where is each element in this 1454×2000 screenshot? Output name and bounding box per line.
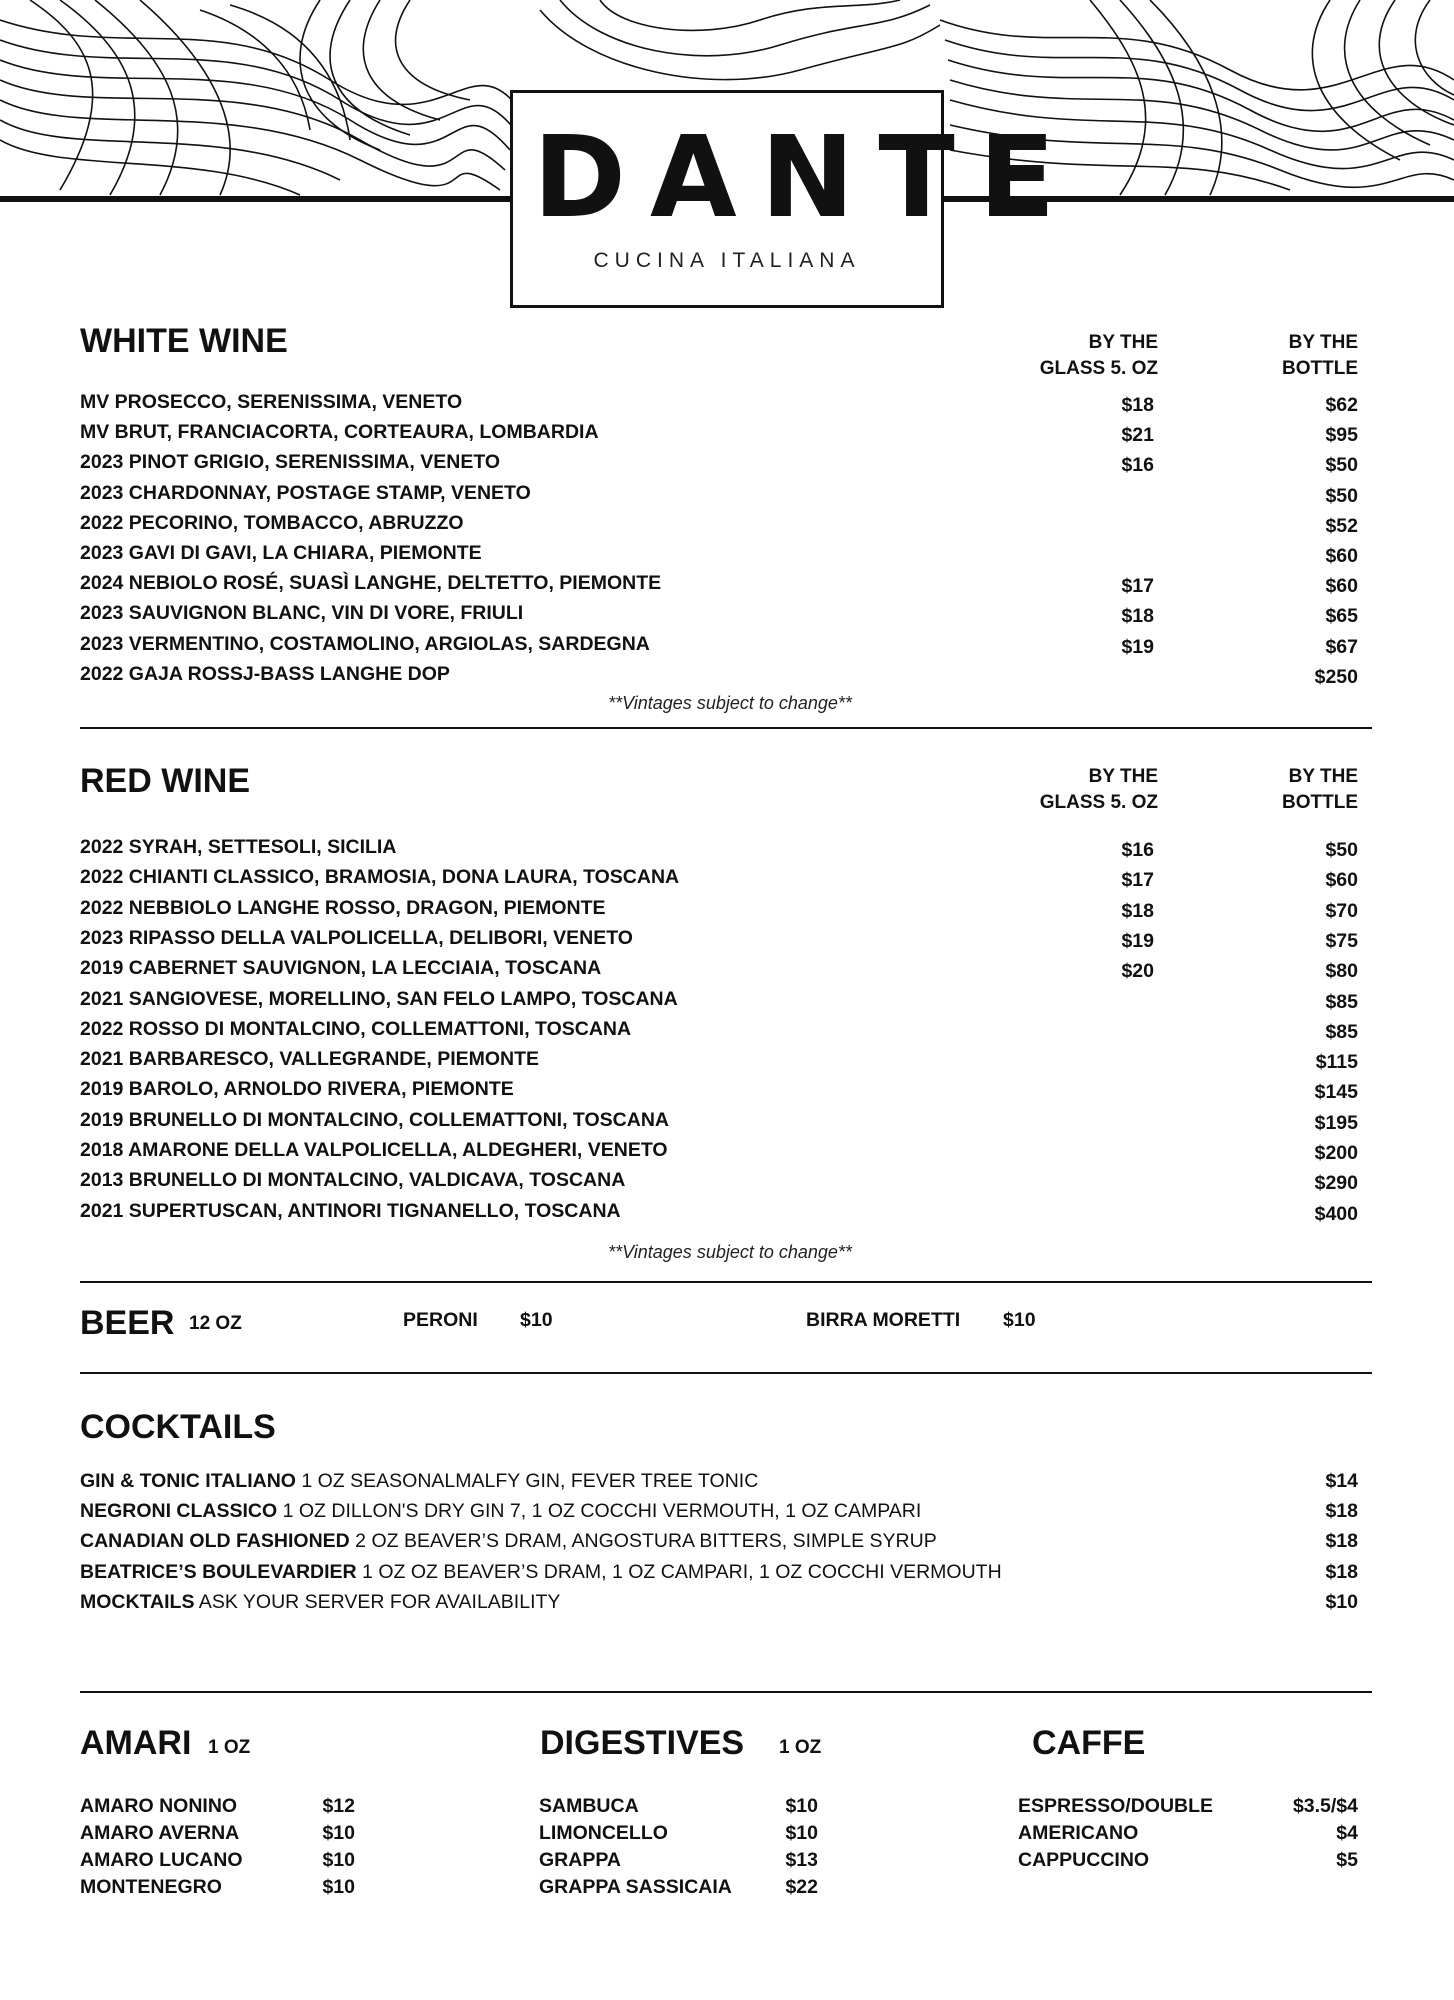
glass-price: $18 (1121, 899, 1154, 922)
cocktail-price: $18 (1325, 1530, 1358, 1553)
glass-price: $17 (1121, 869, 1154, 892)
red-glass-header (1000, 764, 1158, 816)
amari-title: AMARI (80, 1724, 192, 1762)
bottle-price: $75 (1325, 929, 1358, 952)
glass-price: $19 (1121, 635, 1154, 658)
digestives-item-name: GRAPPA (539, 1849, 621, 1871)
bottle-price: $85 (1325, 1020, 1358, 1043)
red-bottle-header-line2: BOTTLE (1282, 792, 1358, 813)
white-bottle-header-line2: BOTTLE (1282, 358, 1358, 379)
red-bottle-header-line1: BY THE (1288, 766, 1358, 787)
bottle-price: $62 (1325, 394, 1358, 416)
bottle-price: $145 (1314, 1081, 1358, 1104)
digestives-item-name: SAMBUCA (539, 1795, 639, 1817)
caffe-item-price: $4 (1336, 1822, 1358, 1844)
glass-price: $16 (1121, 454, 1154, 477)
bottle-price: $80 (1325, 960, 1358, 983)
wine-item-name: 2019 BRUNELLO DI MONTALCINO, COLLEMATTONI, TOSCANA (80, 1108, 669, 1131)
digestives-item-price: $13 (785, 1849, 818, 1871)
divider (80, 1372, 1372, 1374)
red-bottle-header (1200, 764, 1358, 816)
amari-size: 1 OZ (208, 1737, 251, 1758)
wine-item-name: 2019 BAROLO, ARNOLDO RIVERA, PIEMONTE (80, 1078, 514, 1101)
caffe-item-name: CAPPUCCINO (1018, 1849, 1150, 1871)
amari-item-name: AMARO NONINO (80, 1795, 238, 1817)
brand-name: DANTE (533, 113, 1080, 243)
cocktail-price: $18 (1325, 1500, 1358, 1523)
glass-price: $16 (1121, 839, 1154, 861)
amari-item-price: $10 (322, 1849, 355, 1871)
brand-logo (510, 90, 1080, 308)
bottle-price: $85 (1325, 990, 1358, 1013)
wine-item-name: 2023 PINOT GRIGIO, SERENISSIMA, VENETO (80, 451, 501, 474)
digestives-item-price: $22 (785, 1876, 818, 1898)
amari-item-price: $10 (322, 1822, 355, 1844)
bottle-price: $290 (1314, 1172, 1358, 1195)
white-glass-header (1000, 330, 1158, 382)
wine-item-name: 2022 ROSSO DI MONTALCINO, COLLEMATTONI, TOSCANA (80, 1017, 632, 1040)
brand-tagline: CUCINA ITALIANA (593, 249, 861, 272)
glass-price: $19 (1121, 929, 1154, 952)
red-glass-header-line1: BY THE (1088, 766, 1158, 787)
bottle-price: $50 (1325, 484, 1358, 507)
wine-item-name: MV PROSECCO, SERENISSIMA, VENETO (80, 391, 463, 413)
wine-item-name: 2023 CHARDONNAY, POSTAGE STAMP, VENETO (80, 481, 531, 504)
divider (80, 1691, 1372, 1693)
digestives-item-price: $10 (785, 1822, 818, 1844)
wine-item-name: 2023 GAVI DI GAVI, LA CHIARA, PIEMONTE (80, 542, 482, 564)
wine-item-name: 2023 RIPASSO DELLA VALPOLICELLA, DELIBORI, VENETO (80, 926, 633, 949)
cocktail-price: $10 (1325, 1590, 1358, 1613)
white-wine-title: WHITE WINE (80, 322, 288, 360)
wine-item-name: 2021 SUPERTUSCAN, ANTINORI TIGNANELLO, TOSCANA (80, 1199, 621, 1222)
white-wine-note: **Vintages subject to change** (608, 693, 852, 713)
wine-item-name: 2023 VERMENTINO, COSTAMOLINO, ARGIOLAS, SARDEGNA (80, 632, 650, 655)
caffe-item-name: AMERICANO (1018, 1822, 1139, 1844)
cocktail-price: $18 (1325, 1560, 1358, 1583)
cocktail-name: CANADIAN OLD FASHIONED (80, 1530, 350, 1553)
cocktail-description: 1 OZ SEASONALMALFY GIN, FEVER TREE TONIC (295, 1470, 759, 1492)
bottle-price: $195 (1314, 1111, 1358, 1134)
bottle-price: $400 (1314, 1202, 1358, 1225)
cocktail-description: 1 OZ OZ BEAVER’S DRAM, 1 OZ CAMPARI, 1 OZ COCCHI VERMOUTH (356, 1560, 1002, 1583)
digestives-item-price: $10 (785, 1795, 818, 1817)
wine-item-name: 2018 AMARONE DELLA VALPOLICELLA, ALDEGHERI, VENETO (80, 1139, 668, 1161)
glass-price: $18 (1121, 394, 1154, 416)
cocktail-description: 2 OZ BEAVER’S DRAM, ANGOSTURA BITTERS, SIMPLE SYRUP (349, 1530, 937, 1553)
beer-item-name: BIRRA MORETTI (806, 1309, 961, 1331)
beer-item-price: $10 (520, 1309, 553, 1331)
wine-item-name: 2013 BRUNELLO DI MONTALCINO, VALDICAVA, TOSCANA (80, 1169, 626, 1192)
beer-size: 12 OZ (189, 1313, 242, 1334)
beer-item-name: PERONI (403, 1309, 478, 1331)
bottle-price: $60 (1325, 575, 1358, 598)
wine-item-name: 2022 SYRAH, SETTESOLI, SICILIA (80, 836, 397, 858)
white-glass-header-line1: BY THE (1088, 332, 1158, 353)
cocktail-item (80, 1591, 560, 1614)
caffe-item-price: $3.5/$4 (1292, 1795, 1358, 1817)
cocktail-name: MOCKTAILS (80, 1590, 195, 1613)
bottle-price: $70 (1325, 899, 1358, 922)
cocktail-name: NEGRONI CLASSICO (80, 1500, 278, 1523)
cocktail-item (80, 1470, 758, 1493)
bottle-price: $200 (1314, 1142, 1358, 1164)
amari-item-name: MONTENEGRO (80, 1876, 222, 1898)
caffe-title: CAFFE (1032, 1724, 1146, 1762)
glass-price: $17 (1121, 575, 1154, 598)
cocktail-item (80, 1561, 1002, 1584)
amari-item-price: $12 (322, 1795, 355, 1817)
glass-price: $20 (1121, 960, 1154, 983)
wine-item-name: 2021 BARBARESCO, VALLEGRANDE, PIEMONTE (80, 1048, 540, 1071)
cocktail-name: BEATRICE’S BOULEVARDIER (80, 1560, 357, 1583)
wine-item-name: 2023 SAUVIGNON BLANC, VIN DI VORE, FRIULI (80, 602, 524, 625)
glass-price: $21 (1121, 424, 1154, 447)
digestives-item-name: LIMONCELLO (539, 1822, 668, 1844)
cocktail-description: 1 OZ DILLON'S DRY GIN 7, 1 OZ COCCHI VERMOUTH, 1 OZ CAMPARI (277, 1500, 922, 1523)
bottle-price: $50 (1325, 839, 1358, 861)
wine-item-name: 2022 GAJA ROSSJ-BASS LANGHE DOP (80, 662, 450, 685)
wine-item-name: 2019 CABERNET SAUVIGNON, LA LECCIAIA, TOSCANA (80, 957, 602, 980)
cocktail-name: GIN & TONIC ITALIANO (80, 1470, 296, 1492)
bottle-price: $50 (1325, 454, 1358, 477)
beer-item-price: $10 (1003, 1309, 1036, 1331)
bottle-price: $95 (1325, 424, 1358, 447)
cocktails-title: COCKTAILS (80, 1408, 276, 1446)
amari-item-price: $10 (322, 1876, 355, 1898)
amari-item-name: AMARO AVERNA (80, 1822, 240, 1844)
bottle-price: $52 (1325, 514, 1358, 537)
white-bottle-header (1200, 330, 1358, 382)
red-wine-note: **Vintages subject to change** (608, 1242, 852, 1262)
caffe-item-price: $5 (1336, 1849, 1358, 1871)
white-bottle-header-line1: BY THE (1288, 332, 1358, 353)
digestives-item-name: GRAPPA SASSICAIA (539, 1876, 732, 1898)
cocktail-price: $14 (1325, 1470, 1358, 1492)
bottle-price: $60 (1325, 869, 1358, 892)
wine-item-name: MV BRUT, FRANCIACORTA, CORTEAURA, LOMBARDIA (80, 421, 599, 444)
wine-item-name: 2022 PECORINO, TOMBACCO, ABRUZZO (80, 511, 464, 534)
wine-item-name: 2021 SANGIOVESE, MORELLINO, SAN FELO LAMPO, TOSCANA (80, 987, 678, 1010)
white-glass-header-line2: GLASS 5. OZ (1039, 358, 1158, 379)
wine-item-name: 2022 NEBBIOLO LANGHE ROSSO, DRAGON, PIEMONTE (80, 896, 606, 919)
beer-title: BEER (80, 1304, 175, 1342)
bottle-price: $115 (1315, 1051, 1358, 1074)
bottle-price: $250 (1314, 665, 1358, 688)
amari-item-name: AMARO LUCANO (80, 1849, 243, 1871)
caffe-item-name: ESPRESSO/DOUBLE (1018, 1795, 1214, 1817)
cocktail-item (80, 1530, 937, 1553)
bottle-price: $60 (1325, 545, 1358, 567)
bottle-price: $67 (1325, 635, 1358, 658)
cocktail-description: ASK YOUR SERVER FOR AVAILABILITY (194, 1590, 561, 1613)
cocktail-item (80, 1500, 921, 1523)
wine-item-name: 2024 NEBIOLO ROSÉ, SUASÌ LANGHE, DELTETTO, PIEMONTE (80, 572, 662, 595)
digestives-size: 1 OZ (779, 1737, 822, 1758)
red-wine-title: RED WINE (80, 762, 250, 800)
wine-item-name: 2022 CHIANTI CLASSICO, BRAMOSIA, DONA LAURA, TOSCANA (80, 866, 680, 889)
bottle-price: $65 (1325, 605, 1358, 628)
divider (80, 727, 1372, 729)
digestives-title: DIGESTIVES (540, 1724, 745, 1762)
red-glass-header-line2: GLASS 5. OZ (1039, 792, 1158, 813)
glass-price: $18 (1121, 605, 1154, 628)
divider (80, 1281, 1372, 1283)
